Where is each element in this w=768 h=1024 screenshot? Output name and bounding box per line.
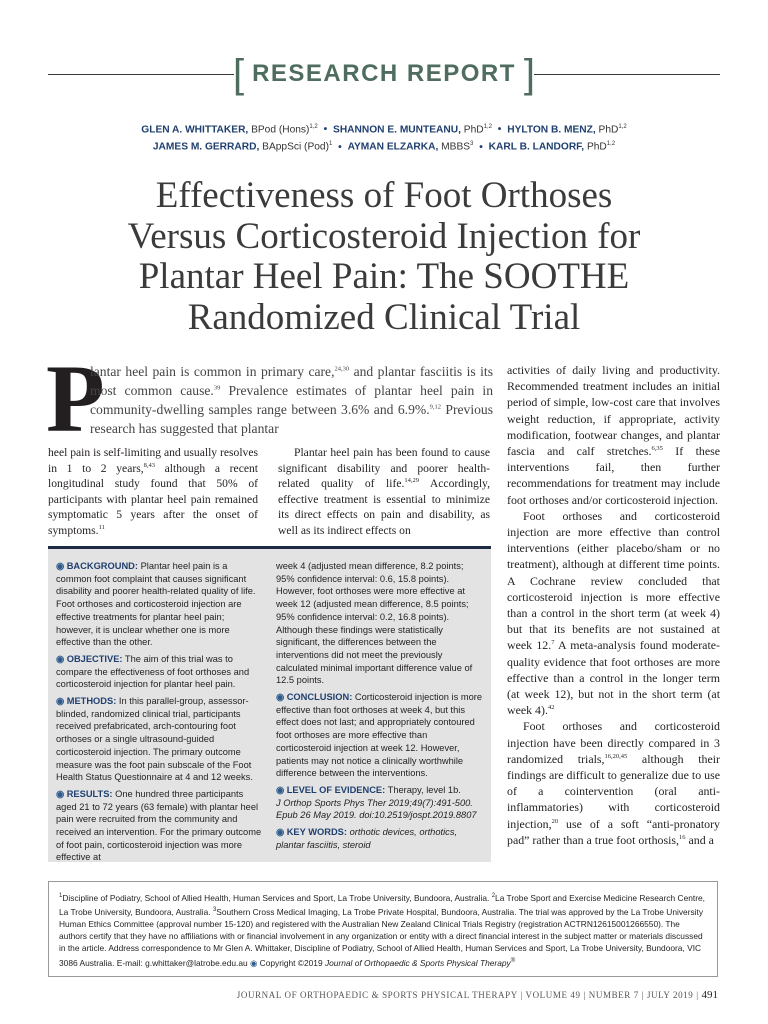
abstract-text: Therapy, level 1b.: [385, 784, 461, 795]
author-separator: •: [323, 124, 328, 136]
footnote-marker: 3: [212, 907, 217, 913]
citation-ref: 14,29: [404, 477, 419, 485]
author-name: HYLTON B. MENZ,: [507, 124, 596, 136]
citation-ref: 7: [551, 639, 555, 647]
body-text: heel pain is self-limiting and usually resolves in 1 to 2 years,: [48, 446, 258, 475]
body-text: although their findings are difficult to generalize due to use of a cointervention (oral anti-inflammatories) with corticosteroid injection,: [507, 751, 720, 831]
bracket-left-icon: [: [232, 52, 245, 96]
lead-paragraph: [90, 362, 493, 438]
paragraph: [507, 362, 720, 508]
article-citation: J Orthop Sports Phys Ther 2019;49(7):491-500. Epub 26 May 2019. doi:10.2519/jospt.2019.8807: [276, 797, 477, 821]
title-line: Versus Corticosteroid Injection for: [127, 215, 641, 257]
author-separator: •: [497, 124, 502, 136]
author-name: AYMAN ELZARKA,: [347, 141, 439, 153]
body-text: lantar heel pain is common in primary care,: [90, 364, 335, 379]
citation-ref: 9,12: [429, 403, 441, 411]
author-separator: •: [338, 141, 342, 153]
body-column-1: [48, 445, 258, 538]
author-name: SHANNON E. MUNTEANU,: [333, 124, 461, 136]
body-column-2: [278, 445, 490, 538]
journal-name: Journal of Orthopaedic & Sports Physical Therapy: [324, 957, 511, 968]
author-line-2: [0, 137, 768, 154]
author-degree: PhD: [584, 141, 607, 153]
abstract-methods: [56, 695, 262, 784]
body-text: activities of daily living and productivity. Recommended treatment includes an initial period of simple, low-cost care that involves weight reduction, if appropriate, activity modification, footwear changes, and plantar fascia and calf stretches.: [507, 363, 720, 459]
title-line: Effectiveness of Foot Orthoses: [155, 175, 613, 216]
section-banner: [0, 52, 768, 96]
body-text: and a: [685, 832, 714, 847]
citation-ref: 24,30: [334, 365, 350, 373]
author-degree: BPod (Hons): [248, 124, 310, 136]
bullet-icon: ◉: [276, 827, 285, 838]
abstract-objective: [56, 653, 262, 691]
bullet-icon: ◉: [276, 784, 285, 795]
footnote-text: Southern Cross Medical Imaging, La Trobe Private Hospital, Bundoora, Australia. The trial was approved by the La Trobe University Human Ethics Committee (approval number 15-120) and registered with the Australian New Zealand Clinical Trials Registry (registration ACTRN12615001266550). The authors certify that they have no affiliations with or financial involvement in any organization or entity with a direct financial interest in the subject matter or materials discussed in the article. Address correspondence to Mr Glen A. Whittaker, Discipline of Podiatry, School of Allied Health, Human Services and Sport, La Trobe University, Bundoora, VIC 3086 Australia. E-mail: g.whittaker@latrobe.edu.au: [59, 906, 704, 968]
abstract-results-continued: week 4 (adjusted mean difference, 8.2 points; 95% confidence interval: 0.6, 15.8 points). However, foot orthoses were more effective at week 12 (adjusted mean difference, 8.5 points; 95% confidence interval: 0.2, 16.8 points). Although these findings were statistically significant, the differences between the interventions did not meet the previously calculated minimal important difference value of 12.5 points.: [276, 561, 473, 686]
author-affiliation: 1: [328, 141, 333, 148]
body-text: Previous research has suggested that plantar: [90, 402, 493, 436]
author-affiliation: 1,2: [606, 141, 616, 148]
affiliations-footnote: [48, 881, 718, 977]
author-separator: •: [479, 141, 483, 153]
abstract-background: [56, 560, 262, 649]
title-line: Randomized Clinical Trial: [187, 296, 581, 338]
article-title: [40, 176, 728, 338]
abstract-heading: OBJECTIVE:: [66, 653, 123, 664]
bullet-icon: ◉: [56, 788, 65, 799]
citation-ref: 20: [551, 817, 559, 825]
author-degree: BAppSci (Pod): [259, 141, 329, 153]
footnote-text: La Trobe Sport and Exercise Medicine Research Centre, La Trobe University, Bundoora, Australia.: [59, 892, 705, 917]
body-text: If these interventions fail, then further recommendations for treatment may include foot orthoses and/or corticosteroid injection.: [507, 444, 721, 507]
registered-mark: ®: [510, 957, 516, 964]
bullet-icon: ◉: [56, 561, 65, 571]
author-affiliation: 3: [470, 141, 474, 148]
bullet-icon: ◉: [56, 653, 65, 664]
author-degree: MBBS: [438, 141, 471, 153]
title-line: Plantar Heel Pain: The SOOTHE: [138, 256, 630, 297]
bullet-icon: ◉: [250, 957, 258, 968]
body-text: use of a soft “anti-pronatory pad” rather than a true foot orthosis,: [507, 816, 720, 847]
citation-ref: 42: [547, 704, 555, 712]
abstract-results: [56, 788, 262, 864]
copyright-text: Copyright ©2019: [257, 957, 325, 968]
footer-separator: |: [520, 990, 523, 1000]
author-name: JAMES M. GERRARD,: [152, 141, 260, 153]
footer-journal: JOURNAL OF ORTHOPAEDIC & SPORTS PHYSICAL THERAPY: [236, 990, 518, 1000]
author-affiliation: 1,2: [309, 124, 318, 130]
citation-ref: 16: [679, 833, 686, 841]
body-text: Plantar heel pain has been found to cause significant disability and poorer health-related quality of life.: [278, 446, 490, 490]
abstract-text: Corticosteroid injection is more effective than foot orthoses at week 4, but this effect does not last; and appropriately contoured foot orthoses are more effective than corticosteroid injection at week 12. However, patients may not notice a clinically worthwhile difference between the interventions.: [276, 692, 483, 779]
abstract-heading: LEVEL OF EVIDENCE:: [286, 784, 386, 795]
abstract-heading: BACKGROUND:: [66, 561, 138, 571]
abstract-text: One hundred three participants aged 21 to 72 years (63 female) with plantar heel pain were recruited from the community and received an intervention. For the primary outcome of foot pain, corticosteroid injection was more effective at: [56, 788, 262, 863]
abstract-text: The aim of this trial was to compare the effectiveness of foot orthoses and corticosteroid injection for plantar heel pain.: [56, 653, 250, 690]
abstract-heading: KEY WORDS:: [286, 827, 347, 838]
paragraph: [48, 445, 258, 538]
author-affiliation: 1,2: [483, 124, 492, 130]
author-degree: PhD: [595, 124, 619, 136]
author-affiliation: 1,2: [618, 124, 627, 130]
body-text: Accordingly, effective treatment is essential to minimize its direct effects on pain and disability, as well as its indirect effects on: [278, 477, 490, 537]
abstract-keywords: [276, 826, 484, 851]
abstract-text: In this parallel-group, assessor-blinded, randomized clinical trial, participants received prefabricated, arch-contouring foot orthoses or a single ultrasound-guided corticosteroid injection. The primary outcome measure was the foot pain subscale of the Foot Health Status Questionnaire at 4 and 12 weeks.: [56, 696, 253, 783]
author-degree: PhD: [460, 124, 484, 136]
author-name: GLEN A. WHITTAKER,: [141, 124, 249, 136]
citation-ref: 39: [213, 384, 221, 392]
running-footer: [237, 989, 718, 1001]
citation-ref: 11: [98, 523, 105, 531]
drop-cap: P: [46, 345, 105, 452]
body-text: Prevalence estimates of plantar heel pain in community-dwelling samples range between 3.6% and 6.9%.: [90, 383, 493, 417]
bracket-right-icon: ]: [523, 52, 536, 96]
footnote-marker: 1: [59, 893, 63, 899]
author-line-1: [0, 120, 768, 137]
paragraph: [278, 445, 490, 538]
abstract-column-right: [276, 560, 484, 855]
footer-separator: |: [583, 990, 586, 1000]
citation-ref: 8,43: [143, 461, 155, 469]
footnote-text: Discipline of Podiatry, School of Allied Health, Human Services and Sport, La Trobe University, Bundoora, Australia.: [62, 892, 492, 903]
abstract-text: Plantar heel pain is a common foot complaint that causes significant disability and poorer health-related quality of life. Foot orthoses and corticosteroid injection are effective treatments for plantar heel pain; however, it is unclear whether one is more effective than the other.: [56, 561, 256, 648]
abstract-heading: CONCLUSION:: [286, 692, 353, 703]
paragraph: [507, 508, 720, 719]
paragraph: [507, 718, 720, 848]
citation-ref: 6,35: [651, 445, 663, 453]
body-text: Foot orthoses and corticosteroid injection have been directly compared in 3 randomized trials,: [507, 719, 720, 766]
author-list: [0, 120, 768, 155]
bullet-icon: ◉: [276, 692, 285, 703]
abstract-text: orthotic devices, orthotics, plantar fasciitis, steroid: [276, 827, 458, 850]
footnote-marker: 2: [491, 893, 496, 899]
body-text: A meta-analysis found moderate-quality evidence that foot orthoses are more effective than a control in the longer term (at week 12), but not in the short term (at week 4).: [507, 638, 720, 718]
abstract-column-left: [56, 560, 262, 868]
abstract-level-of-evidence: [276, 784, 484, 822]
body-text: Foot orthoses and corticosteroid injection are more effective than control interventions (either placebo/sham or no treatment), although at different time points. A Cochrane review concluded that corticosteroid injection is more effective than a control in the short term (at week 4) but that its benefits are not sustained at week 12.: [507, 508, 720, 653]
footer-date: JULY 2019: [646, 990, 694, 1000]
footer-separator: |: [696, 990, 699, 1000]
section-label: RESEARCH REPORT: [252, 60, 516, 87]
footer-volume: VOLUME 49: [525, 990, 581, 1000]
page-number: 491: [701, 989, 718, 1001]
footer-number: NUMBER 7: [588, 990, 639, 1000]
abstract-conclusion: [276, 691, 484, 780]
citation-ref: 16,20,45: [604, 752, 628, 760]
body-column-3: [507, 362, 720, 848]
author-name: KARL B. LANDORF,: [488, 141, 585, 153]
footer-separator: |: [641, 990, 645, 1000]
bullet-icon: ◉: [56, 696, 65, 707]
body-text: and plantar fasciitis is its most common cause.: [90, 364, 493, 398]
body-text: although a recent longitudinal study found that 50% of participants with plantar heel pain remained symptomatic 5 years after the onset of symptoms.: [48, 461, 259, 537]
abstract-heading: RESULTS:: [66, 788, 113, 799]
abstract-heading: METHODS:: [66, 696, 117, 707]
